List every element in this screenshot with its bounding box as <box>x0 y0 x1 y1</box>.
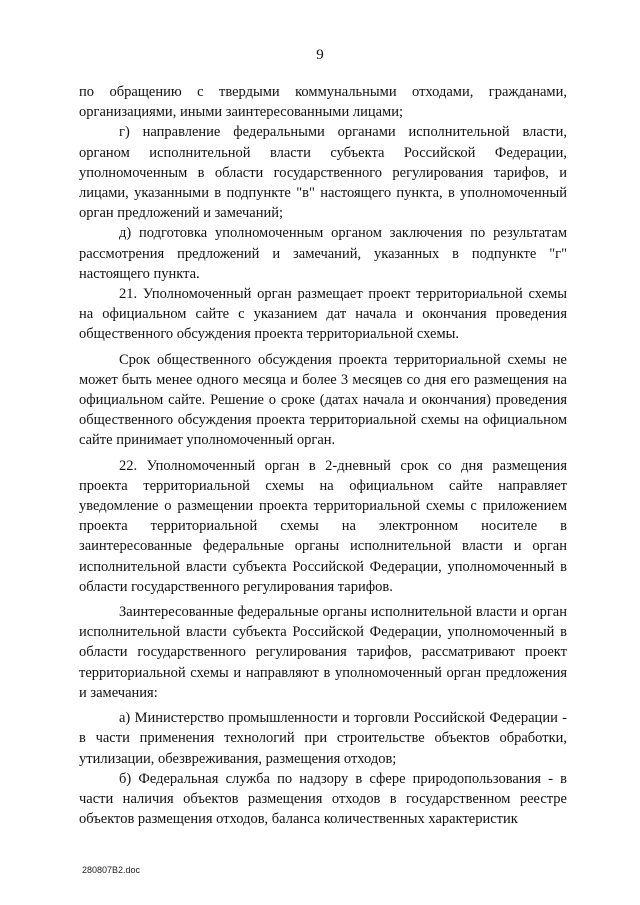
page-number: 9 <box>316 47 324 63</box>
paragraph-clause-22: 22. Уполномоченный орган в 2-дневный срок со дня размещения проекта территориальной схемы на официальном сайте направляет уведомление о размещении проекта территориальной схемы с приложением проекта территориальной схемы на электронном носителе в заинтересованные федеральные органы исполнительной власти и орган исполнительной власти субъекта Российской Федерации, уполномоченный в области государственного регулирования тарифов. <box>79 457 567 595</box>
footer-file-code: 280807B2.doc <box>82 865 141 875</box>
paragraph-interested-bodies: Заинтересованные федеральные органы исполнительной власти и орган исполнительной власти субъекта Российской Федерации, уполномоченный в области государственного регулирования тарифов, рассматривают проект территориальной схемы и направляют в уполномоченный орган предложения и замечания: <box>79 604 567 701</box>
paragraph-item-a: а) Министерство промышленности и торговли Российской Федерации - в части применения технологий при строительстве объектов обработки, утилизации, обезвреживания, размещения отходов; <box>79 710 567 767</box>
document-body <box>79 82 567 829</box>
paragraph-item-b: б) Федеральная служба по надзору в сфере природопользования - в части наличия объектов размещения отходов в государственном реестре объектов размещения отходов, баланса количественных характеристик <box>79 770 567 828</box>
paragraph-clause-21: 21. Уполномоченный орган размещает проект территориальной схемы на официальном сайте с указанием дат начала и окончания проведения общественного обсуждения проекта территориальной схемы. <box>79 286 567 343</box>
paragraph-continuation: по обращению с твердыми коммунальными отходами, гражданами, организациями, иными заинтересованными лицами; <box>79 84 567 121</box>
paragraph-discussion-term: Срок общественного обсуждения проекта территориальной схемы не может быть менее одного месяца и более 3 месяцев со дня его размещения на официальном сайте. Решение о сроке (датах начала и окончания) проведения общественного обсуждения проекта территориальной схемы на официальном сайте принимает уполномоченный орган. <box>79 351 567 449</box>
paragraph-item-g: г) направление федеральными органами исполнительной власти, органом исполнительной власти субъекта Российской Федерации, уполномоченным в области государственного регулирования тарифов, и лицами, указанными в подпункте "в" настоящего пункта, в уполномоченный орган предложений и замечаний; <box>79 124 567 222</box>
paragraph-item-d: д) подготовка уполномоченным органом заключения по результатам рассмотрения предложений и замечаний, указанных в подпункте "г" настоящего пункта. <box>79 225 567 282</box>
